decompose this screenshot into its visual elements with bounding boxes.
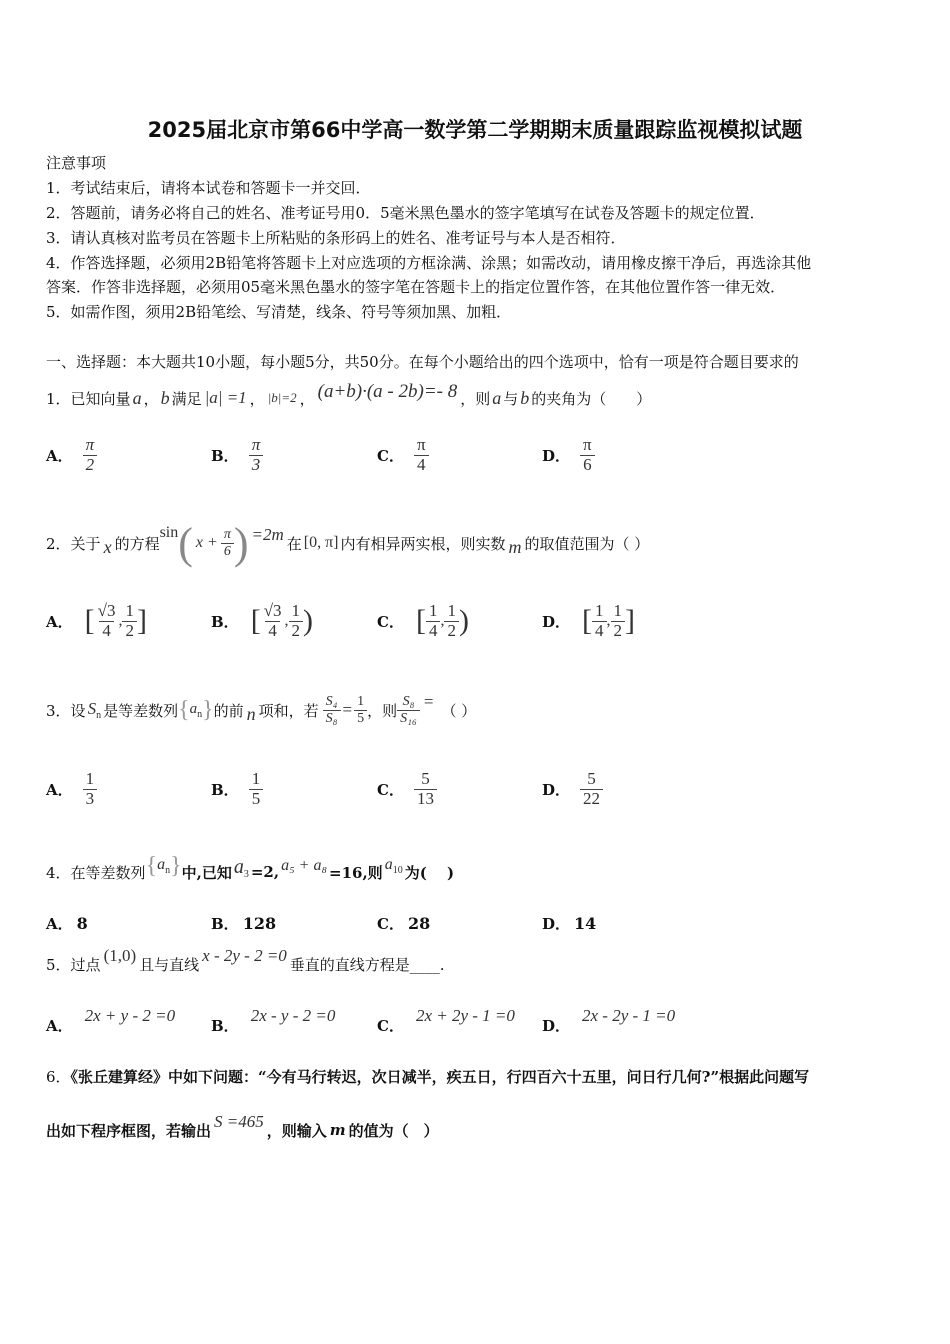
fraction [426,602,441,640]
option-d [542,913,596,934]
option-a [46,913,88,934]
punct: ， [299,389,315,408]
question-text: 且与直线 [139,955,200,974]
bracket-right: ) [458,604,469,638]
numerator: 1 [447,601,456,620]
option-value: 8 [76,914,88,933]
denominator: 4 [99,621,114,641]
separator: , [606,612,611,630]
condition-3: (a+b)·(a - 2b)=- 8 [317,381,458,402]
option-label: D． [542,446,571,465]
denominator: 5 [354,710,367,726]
question-text: 为( ) [404,863,455,882]
fraction [221,527,234,559]
bracket-right: ] [625,604,636,638]
question-text: ，则 [367,701,398,720]
question-number: 1． [46,389,71,408]
option-d [542,770,603,808]
denominator: 22 [580,789,603,809]
option-label: A． [46,612,73,631]
question-text: 项和，若 [258,701,319,720]
subscript: n [165,865,171,876]
numerator: S₈ [402,694,415,710]
option-value: 2x - y - 2 =0 [250,1006,336,1025]
numerator: π [251,435,261,454]
numerator: π [583,435,592,454]
question-number: 3． [46,701,71,720]
separator: , [118,612,123,630]
vector-b: b [160,387,170,408]
bracket-right: ] [136,604,147,638]
question-text: =16,则 [329,863,383,882]
option-value: 14 [574,914,597,933]
expression-inner: x + [195,534,218,551]
fraction [95,602,119,640]
numerator: π [416,435,426,454]
fraction [592,602,607,640]
option-label: A． [46,780,73,799]
numerator: π [223,527,231,543]
condition-1: |a| =1 [204,388,247,407]
option-a [46,436,97,474]
variable-x: x [103,536,112,557]
option-label: C． [377,780,404,799]
denominator: 2 [83,455,98,475]
question-text: ，则 [460,389,491,408]
option-value: 2x + y - 2 =0 [84,1006,176,1025]
equals: = [342,700,353,719]
question-number: 6． [46,1068,71,1086]
question-text: 设 [70,701,86,720]
question-text: =2, [250,863,280,881]
option-label: B． [211,915,239,933]
option-a [46,1005,176,1035]
option-b [211,913,276,934]
term-a5-a8: a₅ + a₈ [281,857,328,874]
subscript: 10 [392,865,403,876]
numerator: 1 [251,769,261,788]
bracket-right: ) [303,604,314,638]
option-c [377,770,437,808]
vector-a: a [132,387,142,408]
question-text: 《张丘建算经》中如下问题：“今有马行转迟，次日减半，疾五日，行四百六十五里，问日行几何?”根据此问题写 [70,1068,810,1086]
option-b [211,602,313,640]
question-text: 的值为（ ） [348,1121,439,1140]
option-c [377,913,430,934]
term-a3 [234,856,249,880]
numerator: S₄ [325,694,338,710]
denominator: 4 [414,455,429,475]
output-s: S =465 [214,1112,264,1131]
option-value: 128 [242,914,277,933]
variable-m: m [329,1121,346,1139]
subscript: n [96,710,102,721]
symbol: a [189,700,198,717]
fraction [397,694,420,726]
denominator: 2 [122,621,137,641]
denominator: 2 [289,621,304,641]
fraction [323,694,341,726]
sum-sn [88,699,102,721]
question-2 [46,518,649,568]
fraction [249,770,264,808]
line-equation: x - 2y - 2 =0 [202,946,287,965]
question-6 [46,1066,809,1087]
variable-n: n [246,703,256,724]
option-label: A． [46,446,73,465]
bracket-left: [ [582,604,593,638]
denominator: 2 [611,621,626,641]
denominator: S₁₆ [397,710,420,726]
denominator: 4 [592,621,607,641]
question-text: 的前 [213,701,244,720]
question-4 [46,852,454,892]
question-text: 满足 [171,389,202,408]
option-d [542,602,635,640]
option-label: D． [542,780,571,799]
numerator: 1 [357,694,365,710]
numerator: 1 [125,601,134,620]
term-a10 [385,856,403,876]
numerator: 1 [85,769,95,788]
option-label: C． [377,915,404,933]
denominator: S₈ [323,710,341,726]
question-text: 出如下程序框图，若输出 [46,1121,212,1140]
numerator: √3 [97,601,116,620]
option-value: 2x + 2y - 1 =0 [415,1006,515,1025]
vector-b: b [520,387,530,408]
option-label: C． [377,1017,404,1035]
punct: ， [143,389,159,408]
separator: , [284,612,289,630]
denominator: 6 [580,455,595,475]
notice-item: 1．考试结束后，请将本试卷和答题卡一并交回． [46,179,371,197]
notice-item: 4．作答选择题，必须用2B铅笔将答题卡上对应选项的方框涂满、涂黑；如需改动，请用橡皮擦干净后，再选涂其他 [46,254,812,272]
denominator: 4 [426,621,441,641]
subscript: 3 [243,869,249,880]
question-text: 关于 [70,534,101,553]
paren-right: ) [233,518,249,568]
notice-item: 2．答题前，请务必将自己的姓名、准考证号用0．5毫米黑色墨水的签字笔填写在试卷及答题卡的规定位置． [46,204,765,222]
option-d [542,436,595,474]
numerator: 1 [595,601,604,620]
question-text: 与 [503,389,519,408]
question-6-line-2 [46,1112,439,1148]
option-label: B． [211,612,239,631]
question-text: 已知向量 [70,389,131,408]
option-a [46,770,97,808]
option-label: D． [542,915,571,933]
fraction [580,436,595,474]
question-number: 4． [46,863,71,882]
page-title: 2025届北京市第66中学高一数学第二学期期末质量跟踪监视模拟试题 [147,118,803,142]
numerator: 1 [428,601,438,620]
numerator: 1 [613,601,623,620]
brace-right: } [202,696,214,723]
numerator: 5 [587,769,596,788]
option-b [211,1005,336,1035]
question-text: 的夹角为（ ） [531,389,652,408]
option-label: C． [377,612,404,631]
equals: = [423,692,434,711]
bracket-left: [ [84,604,95,638]
numerator: 1 [291,601,301,620]
fraction [289,602,304,640]
denominator: 6 [221,543,234,559]
option-label: A． [46,1017,73,1035]
numerator: √3 [263,601,282,620]
question-text: 在 [286,534,302,553]
fraction [122,602,137,640]
brace-left: { [145,852,158,879]
notice-item: 答案．作答非选择题，必须用05毫米黑色墨水的签字笔在答题卡上的指定位置作答，在其他位置作答一律无效． [46,278,786,296]
fraction [444,602,459,640]
option-label: B． [211,446,239,465]
question-text: 的取值范围为（ ） [524,534,650,553]
question-text: （ ） [441,701,477,720]
notice-heading: 注意事项 [46,154,107,172]
symbol: S [87,699,97,718]
question-number: 5． [46,955,71,974]
denominator: 3 [83,789,98,809]
question-text: 中,已知 [181,863,232,882]
notice-item: 3．请认真核对监考员在答题卡上所粘贴的条形码上的姓名、准考证号与本人是否相符． [46,229,626,247]
symbol: a [233,856,244,878]
question-number: 2． [46,534,71,553]
option-value: 2x - 2y - 1 =0 [582,1006,676,1025]
numerator: π [85,435,95,454]
fraction [414,770,437,808]
fraction [414,436,429,474]
variable-m: m [508,536,522,557]
question-text: 在等差数列 [70,863,146,882]
question-text: 是等差数列 [103,701,179,720]
denominator: 5 [249,789,264,809]
numerator: 5 [421,769,430,788]
option-label: B． [211,780,239,799]
question-text: 的方程 [114,534,160,553]
bracket-left: [ [415,604,426,638]
question-text: 垂直的直线方程是____. [289,955,445,974]
sin-label: sin [159,524,179,541]
fraction [249,436,264,474]
question-3 [46,684,476,736]
paren-left: ( [178,518,193,568]
fraction [354,694,367,726]
question-text: ，则输入 [266,1121,327,1140]
sequence-an [157,856,170,876]
denominator: 13 [414,789,437,809]
option-label: D． [542,1017,571,1035]
option-c [377,1005,515,1035]
option-label: B． [211,1017,239,1035]
question-text: 内有相异两实根，则实数 [340,534,506,553]
fraction [83,770,98,808]
fraction [611,602,626,640]
fraction [261,602,285,640]
option-c [377,436,429,474]
notice-item: 5．如需作图，须用2B铅笔绘、写清楚，线条、符号等须加黑、加粗． [46,303,512,321]
option-label: D． [542,612,571,631]
option-label: A． [46,915,73,933]
option-a [46,602,147,640]
question-1 [46,380,651,416]
subscript: n [197,708,203,720]
option-d [542,1005,676,1035]
question-5 [46,946,445,982]
denominator: 2 [444,621,459,641]
bracket-left: [ [250,604,261,638]
separator: , [440,612,445,630]
fraction [83,436,98,474]
sequence-an [190,701,203,720]
symbol: a [157,856,166,873]
punct: ， [249,389,265,408]
condition-2: |b|=2 [267,390,297,405]
option-label: C． [377,446,404,465]
option-b [211,436,263,474]
brace-right: } [170,852,182,879]
brace-left: { [178,696,190,723]
vector-a: a [492,387,502,408]
fraction [580,770,603,808]
option-c [377,602,469,640]
denominator: 3 [249,455,264,475]
section-heading: 一、选择题：本大题共10小题，每小题5分，共50分。在每个小题给出的四个选项中，恰有一项是符合题目要求的 [46,353,799,371]
option-value: 28 [407,914,431,933]
symbol: a [384,856,393,873]
denominator: 4 [265,621,280,641]
option-b [211,770,263,808]
interval: [0, π] [303,534,339,551]
question-text: 过点 [70,955,101,974]
point: (1,0) [103,946,137,965]
rhs: =2m [251,525,284,544]
